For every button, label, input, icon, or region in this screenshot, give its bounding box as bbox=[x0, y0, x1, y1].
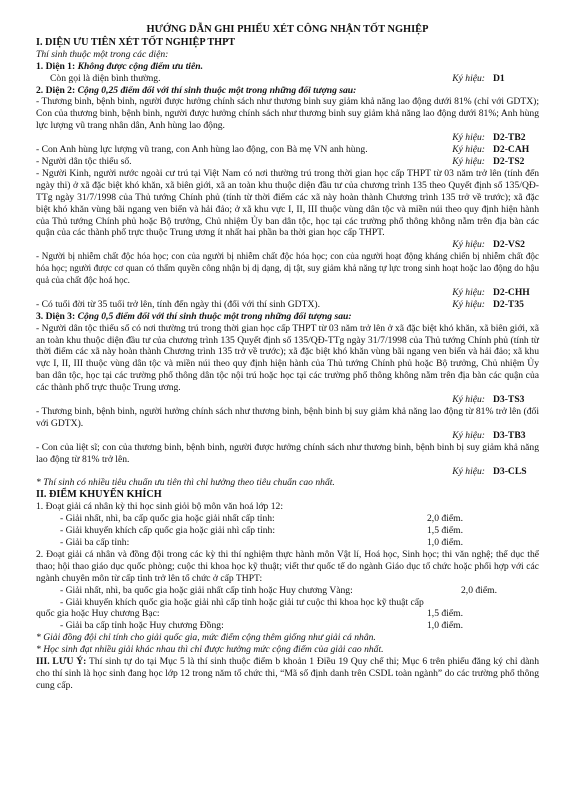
section3-heading: III. LƯU Ý: bbox=[36, 656, 87, 668]
section1-intro: Thí sinh thuộc một trong các diện: bbox=[36, 48, 169, 60]
s2-note-1: * Giải đồng đội chỉ tính cho giải quốc gia, mức điểm cộng thêm giống như giải cá nhân. bbox=[36, 632, 376, 644]
s2-item1: 1. Đoạt giải cá nhân kỳ thi học sinh giỏi bộ môn văn hoá lớp 12: bbox=[36, 501, 284, 513]
d2-code-5: D2-CHH bbox=[493, 286, 530, 298]
s2-i2-row-value: 2,0 điểm. bbox=[461, 584, 497, 596]
s2-i1-row bbox=[36, 537, 539, 549]
kyhieu-label: Ký hiệu: bbox=[452, 144, 485, 156]
kyhieu-label: Ký hiệu: bbox=[452, 155, 485, 167]
d3-code-row-2 bbox=[36, 430, 539, 442]
s2-i1-row-label: - Giải nhất, nhì, ba cấp quốc gia hoặc giải nhất cấp tỉnh: bbox=[60, 513, 275, 525]
kyhieu-label: Ký hiệu: bbox=[452, 298, 485, 310]
kyhieu-label: Ký hiệu: bbox=[452, 429, 485, 441]
s2-i2-row bbox=[36, 585, 539, 597]
d3-paragraph-2: - Thương binh, bệnh binh, người hưởng chính sách như thương binh, bệnh binh bị suy giảm khả năng lao động từ 81% trở lên (đối với GDTX). bbox=[36, 406, 539, 429]
d3-paragraph-3: - Con của liệt sĩ; con của thương binh, bệnh binh, người được hưởng chính sách như thương binh, bệnh binh bị suy giảm khả năng lao động từ 81% trở lên. bbox=[36, 441, 539, 465]
d2-paragraph-5: - Người bị nhiễm chất độc hóa học; con của người bị nhiễm chất độc hóa học; con của người hoạt động kháng chiến bị nhiễm chất độc hóa học; người được cơ quan có thẩm quyền công nhận bị dị dạng, dị tật, suy giảm khả năng tự lực trong sinh hoạt hoặc lao động do hậu quả của chất độc hoá học. bbox=[36, 251, 539, 286]
d2-paragraph-1: - Thương binh, bệnh binh, người được hưởng chính sách như thương binh suy giảm khả năng lao động dưới 81% (chỉ với GDTX); Con của thương binh, bệnh binh, người được hưởng chính sách như thương binh suy giảm khả năng lao động dưới 81%; Anh hùng lực lượng vũ trang nhân dân, Anh hùng lao động. bbox=[36, 96, 539, 132]
d1-kyhieu-label: Ký hiệu: bbox=[452, 72, 485, 84]
d2-paragraph-2: - Con Anh hùng lực lượng vũ trang, con Anh hùng lao động, con Bà mẹ VN anh hùng. bbox=[36, 144, 368, 156]
section3-text: Thí sinh tự do tại Mục 5 là thí sinh thuộc điểm b khoản 1 Điều 19 Quy chế thi; Mục 6 trên phiếu đăng ký chỉ dành cho thí sinh là học sinh đang học lớp 12 trong năm tổ chức thi, “Mã số định danh trên CSDL toàn ngành” do các trường phổ thông cung cấp. bbox=[36, 656, 539, 691]
s2-i1-row-label: - Giải khuyến khích cấp quốc gia hoặc giải nhì cấp tỉnh: bbox=[60, 525, 275, 537]
section2-heading: II. ĐIỂM KHUYẾN KHÍCH bbox=[36, 489, 162, 501]
section3 bbox=[36, 656, 539, 692]
d2-code-4: D2-VS2 bbox=[493, 239, 525, 251]
s2-item2: 2. Đoạt giải cá nhân và đồng đội trong các kỳ thi thí nghiệm thực hành môn Vật lí, Hoá học, Sinh học; thi văn nghệ; thể dục thể thao; hội thao giáo dục quốc phòng; cuộc thi khoa học kỹ thuật; viết thư quốc tế do ngành Giáo dục tổ chức hoặc phối hợp với các ngành chuyên môn từ cấp tỉnh trở lên tổ chức ở cấp THPT: bbox=[36, 548, 539, 584]
s2-i1-row-value: 2,0 điểm. bbox=[427, 513, 463, 525]
d2-prefix: 2. Diện 2 bbox=[36, 84, 72, 96]
s2-i1-row bbox=[36, 513, 539, 525]
d2-code-row-5 bbox=[36, 287, 539, 299]
d2-code-1: D2-TB2 bbox=[493, 132, 526, 144]
s2-i1-row bbox=[36, 525, 539, 537]
d2-heading: 2. Diện 2: Cộng 0,25 điểm đối với thí sinh thuộc một trong những đối tượng sau: bbox=[36, 84, 357, 96]
d3-code-2: D3-TB3 bbox=[493, 429, 526, 441]
d3-prefix: 3. Diện 3 bbox=[36, 310, 72, 322]
s2-i2-row-label: - Giải nhất, nhì, ba quốc gia hoặc giải nhất cấp tỉnh hoặc Huy chương Vàng: bbox=[60, 584, 353, 596]
d2-code-3: D2-TS2 bbox=[493, 155, 525, 167]
d2-title: Cộng 0,25 điểm đối với thí sinh thuộc một trong những đối tượng sau: bbox=[77, 84, 357, 96]
d2-row-6 bbox=[36, 299, 539, 311]
d1-prefix: 1. Diện 1 bbox=[36, 60, 72, 72]
kyhieu-label: Ký hiệu: bbox=[452, 239, 485, 251]
d3-heading: 3. Diện 3: Cộng 0,5 điểm đối với thí sinh thuộc một trong những đối tượng sau: bbox=[36, 310, 352, 322]
kyhieu-label: Ký hiệu: bbox=[452, 132, 485, 144]
kyhieu-label: Ký hiệu: bbox=[452, 394, 485, 406]
s2-i1-row-value: 1,0 điểm. bbox=[427, 536, 463, 548]
s2-i1-row-label: - Giải ba cấp tỉnh: bbox=[60, 536, 130, 548]
d2-paragraph-6: - Có tuổi đời từ 35 tuổi trở lên, tính đến ngày thi (đối với thí sinh GDTX). bbox=[36, 298, 320, 310]
d1-code: D1 bbox=[493, 72, 505, 84]
d2-paragraph-4: - Người Kinh, người nước ngoài cư trú tại Việt Nam có nơi thường trú trong thời gian học cấp THPT từ 03 năm trở lên (tính đến ngày thi) ở xã đặc biệt khó khăn, xã biên giới, xã an toàn khu thuộc diện đầu tư của chương trình 135 theo Quyết định số 135/QĐ-TTg ngày 31/7/1998 của Thủ tướng Chính phủ (tính từ thời điểm các xã này hoàn thành Chương trình 135 trở về trước); xã đặc biệt khó khăn vùng bãi ngang ven biển và hải đảo; ở xã khu vực I, II, III thuộc vùng dân tộc và miền núi theo quy định hiện hành của Thủ tướng Chính phủ hoặc Bộ trưởng, Chủ nhiệm Ủy ban dân tộc, học tại các trường phổ thông không nằm trên địa bàn các quận của các thành phố trực thuộc Trung ương ít nhất hai phần ba thời gian học cấp THPT. bbox=[36, 167, 539, 239]
d2-row-3 bbox=[36, 156, 539, 168]
d3-paragraph-1: - Người dân tộc thiểu số có nơi thường trú trong thời gian học cấp THPT từ 03 năm trở lên ở xã đặc biệt khó khăn, xã biên giới, xã an toàn khu thuộc diện đầu tư của chương trình 135 Quyết định số 135/QĐ-TTg ngày 31/7/1998 của Thủ tướng Chính phủ (tính từ thời điểm các xã này hoàn thành Chương trình 135 trở về trước); xã đặc biệt khó khăn vùng bãi ngang ven biển và hải đảo; xã khu vực I, II, III thuộc vùng dân tộc và miền núi theo quy định hiện hành của Thủ tướng Chính phủ hoặc Bộ trưởng, Chủ nhiệm Ủy ban dân tộc, học tại các trường phổ thông dân tộc nội trú hoặc học tại các trường phổ thông không nằm trên địa bàn các quận của các thành phố trực thuộc Trung ương. bbox=[36, 322, 539, 394]
d3-code-row-1 bbox=[36, 394, 539, 406]
document-title: HƯỚNG DẪN GHI PHIẾU XÉT CÔNG NHẬN TỐT NGHIỆP bbox=[146, 24, 429, 35]
s2-note-2: * Học sinh đạt nhiều giải khác nhau thì chỉ được hưởng mức cộng điểm của giải cao nhất. bbox=[36, 644, 384, 656]
s2-i2-row-2a: - Giải khuyến khích quốc gia hoặc giải nhì cấp tỉnh hoặc giải tư cuộc thi khoa học kỹ thuật cấp bbox=[60, 596, 424, 608]
s2-i1-row-value: 1,5 điểm. bbox=[427, 525, 463, 537]
d3-title: Cộng 0,5 điểm đối với thí sinh thuộc một trong những đối tượng sau: bbox=[77, 310, 352, 322]
d3-code-1: D3-TS3 bbox=[493, 394, 525, 406]
s2-i2-row-value: 1,0 điểm. bbox=[427, 620, 463, 632]
kyhieu-label: Ký hiệu: bbox=[452, 286, 485, 298]
s2-i2-row bbox=[36, 608, 539, 620]
d2-row-2 bbox=[36, 144, 539, 156]
d1-title: Không được cộng điểm ưu tiên. bbox=[77, 60, 203, 72]
s2-i2-row-value: 1,5 điểm. bbox=[427, 608, 463, 620]
d2-paragraph-3: - Người dân tộc thiểu số. bbox=[36, 155, 132, 167]
d3-code-row-3 bbox=[36, 466, 539, 478]
d2-code-row-1 bbox=[36, 132, 539, 144]
s2-i2-row-label: quốc gia hoặc Huy chương Bạc: bbox=[36, 608, 160, 620]
s2-i2-row-label: - Giải ba cấp tỉnh hoặc Huy chương Đồng: bbox=[60, 620, 224, 632]
d2-code-6: D2-T35 bbox=[493, 298, 524, 310]
kyhieu-label: Ký hiệu: bbox=[452, 465, 485, 477]
d1-line: Còn gọi là diện bình thường. bbox=[50, 72, 161, 84]
d2-code-2: D2-CAH bbox=[493, 144, 530, 156]
d1-row bbox=[36, 73, 539, 85]
d3-note: * Thí sinh có nhiều tiêu chuẩn ưu tiên thì chỉ hưởng theo tiêu chuẩn cao nhất. bbox=[36, 477, 335, 489]
s2-i2-row bbox=[36, 620, 539, 632]
d1-heading: 1. Diện 1: Không được cộng điểm ưu tiên. bbox=[36, 60, 203, 72]
d2-code-row-4 bbox=[36, 239, 539, 251]
d3-code-3: D3-CLS bbox=[493, 465, 527, 477]
section1-heading: I. DIỆN ƯU TIÊN XÉT TỐT NGHIỆP THPT bbox=[36, 36, 236, 48]
